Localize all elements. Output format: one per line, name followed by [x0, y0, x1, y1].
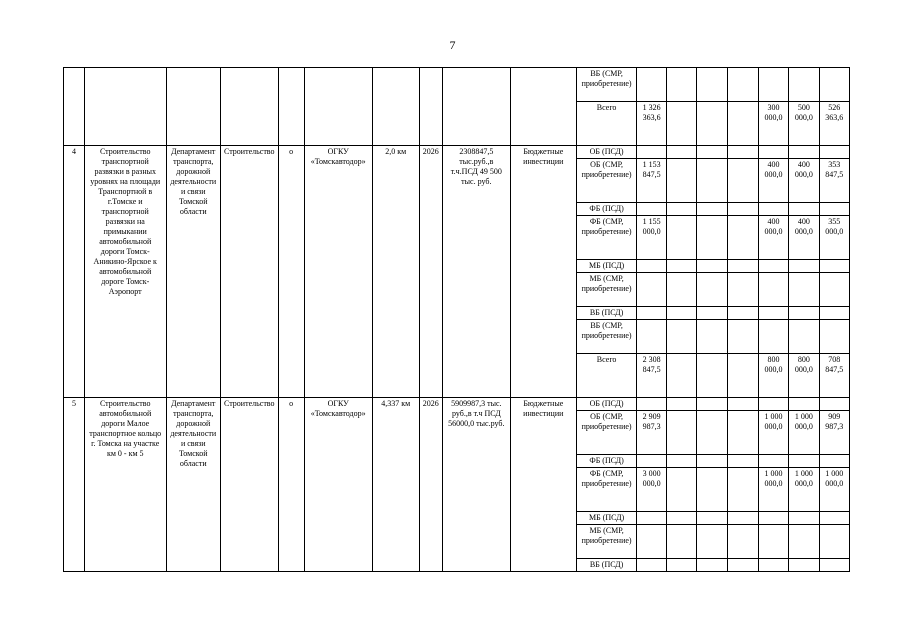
cell-year1: [758, 455, 788, 468]
cell-department: Департамент транспорта, дорожной деятельности и связи Томской области: [166, 146, 220, 398]
cell-year2: [789, 559, 819, 572]
cell-year2: 400 000,0: [789, 216, 819, 260]
cell-year3: [819, 307, 850, 320]
table-row: [64, 146, 850, 159]
cell-empty: [666, 273, 696, 307]
investment-table: [63, 67, 850, 572]
cell-work-type: [220, 68, 278, 146]
cell-cost: 2308847,5 тыс.руб.,в т.ч.ПСД 49 500 тыс. руб.: [442, 146, 510, 398]
table-row: [64, 68, 850, 102]
cell-work-type: Строительство: [220, 398, 278, 572]
cell-year2: [789, 146, 819, 159]
cell-year: 2026: [419, 146, 442, 398]
cell-year2: 400 000,0: [789, 159, 819, 203]
cell-source: МБ (ПСД): [576, 260, 637, 273]
cell-empty: [728, 354, 758, 398]
cell-year3: [819, 525, 850, 559]
cell-empty: [697, 354, 728, 398]
cell-empty: [666, 512, 696, 525]
cell-empty: [666, 468, 696, 512]
cell-source: ОБ (СМР, приобретение): [576, 159, 637, 203]
cell-year2: [789, 398, 819, 411]
cell-source: МБ (СМР, приобретение): [576, 525, 637, 559]
cell-total: [637, 307, 666, 320]
cell-empty: [666, 159, 696, 203]
cell-year1: [758, 68, 788, 102]
cell-source: ОБ (ПСД): [576, 146, 637, 159]
cell-investment: Бюджетные инвестиции: [510, 398, 576, 572]
cell-year1: 300 000,0: [758, 102, 788, 146]
cell-year2: 500 000,0: [789, 102, 819, 146]
cell-department: Департамент транспорта, дорожной деятельности и связи Томской области: [166, 398, 220, 572]
cell-empty: [728, 411, 758, 455]
cell-source: ОБ (СМР, приобретение): [576, 411, 637, 455]
cell-title: Строительство автомобильной дороги Малое транспортное кольцо г. Томска на участке км 0 - км 5: [84, 398, 166, 572]
cell-length: [372, 68, 419, 146]
cell-source: ВБ (СМР, приобретение): [576, 68, 637, 102]
cell-year3: [819, 146, 850, 159]
cell-empty: [697, 203, 728, 216]
cell-code: [278, 68, 304, 146]
cell-year1: 400 000,0: [758, 159, 788, 203]
cell-year1: [758, 203, 788, 216]
cell-year2: 1 000 000,0: [789, 468, 819, 512]
cell-source: ВБ (ПСД): [576, 307, 637, 320]
cell-year2: 1 000 000,0: [789, 411, 819, 455]
cell-empty: [697, 320, 728, 354]
cell-total: [637, 260, 666, 273]
cell-year1: 400 000,0: [758, 216, 788, 260]
cell-empty: [728, 307, 758, 320]
cell-empty: [697, 216, 728, 260]
cell-total: 2 909 987,3: [637, 411, 666, 455]
cell-empty: [728, 559, 758, 572]
cell-source: ФБ (ПСД): [576, 455, 637, 468]
cell-code: о: [278, 146, 304, 398]
cell-source: МБ (СМР, приобретение): [576, 273, 637, 307]
cell-total: [637, 398, 666, 411]
cell-year3: [819, 320, 850, 354]
cell-empty: [728, 320, 758, 354]
cell-year3: 909 987,3: [819, 411, 850, 455]
cell-empty: [697, 468, 728, 512]
cell-year1: [758, 512, 788, 525]
cell-empty: [728, 525, 758, 559]
cell-department: [166, 68, 220, 146]
cell-source: ФБ (СМР, приобретение): [576, 468, 637, 512]
cell-index: 4: [64, 146, 85, 398]
cell-source: ОБ (ПСД): [576, 398, 637, 411]
cell-code: о: [278, 398, 304, 572]
cell-year2: 800 000,0: [789, 354, 819, 398]
cell-investment: Бюджетные инвестиции: [510, 146, 576, 398]
cell-empty: [666, 559, 696, 572]
cell-empty: [697, 455, 728, 468]
cell-source: ФБ (СМР, приобретение): [576, 216, 637, 260]
cell-empty: [697, 525, 728, 559]
cell-empty: [728, 512, 758, 525]
cell-empty: [728, 216, 758, 260]
cell-title: Строительство транспортной развязки в разных уровнях на площади Транспортной в г.Томске и транспортной развязки на примыкании автомобильной дороги Томск-Аникино-Ярское к автомобильной дороге Томск-Аэропорт: [84, 146, 166, 398]
cell-year1: [758, 559, 788, 572]
cell-customer: ОГКУ «Томскавтодор»: [304, 146, 372, 398]
table-row: [64, 398, 850, 411]
cell-index: [64, 68, 85, 146]
cell-source: МБ (ПСД): [576, 512, 637, 525]
cell-empty: [697, 260, 728, 273]
cell-total: 1 155 000,0: [637, 216, 666, 260]
cell-year1: [758, 260, 788, 273]
cell-year: 2026: [419, 398, 442, 572]
cell-empty: [666, 525, 696, 559]
cell-title: [84, 68, 166, 146]
cell-empty: [728, 203, 758, 216]
cell-length: 2,0 км: [372, 146, 419, 398]
cell-empty: [728, 455, 758, 468]
cell-year3: [819, 398, 850, 411]
cell-empty: [666, 216, 696, 260]
cell-year3: 353 847,5: [819, 159, 850, 203]
cell-year1: [758, 146, 788, 159]
cell-source: ВБ (СМР, приобретение): [576, 320, 637, 354]
cell-total: [637, 512, 666, 525]
cell-year2: [789, 455, 819, 468]
page-number: 7: [449, 38, 456, 52]
cell-year3: [819, 273, 850, 307]
cell-length: 4,337 км: [372, 398, 419, 572]
cell-year3: [819, 559, 850, 572]
cell-cost: 5909987,3 тыс. руб.,в т.ч ПСД 56000,0 тыс.руб.: [442, 398, 510, 572]
cell-empty: [697, 512, 728, 525]
cell-total: [637, 559, 666, 572]
cell-year1: [758, 307, 788, 320]
cell-total: [637, 68, 666, 102]
cell-year3: [819, 512, 850, 525]
table-body: [64, 68, 850, 572]
cell-empty: [728, 102, 758, 146]
cell-empty: [666, 146, 696, 159]
cell-year1: [758, 320, 788, 354]
cell-empty: [728, 260, 758, 273]
cell-total: [637, 455, 666, 468]
cell-year2: [789, 260, 819, 273]
cell-year2: [789, 203, 819, 216]
cell-work-type: Строительство: [220, 146, 278, 398]
cell-empty: [697, 411, 728, 455]
cell-year1: [758, 398, 788, 411]
cell-empty: [666, 203, 696, 216]
cell-year1: 800 000,0: [758, 354, 788, 398]
cell-year3: 526 363,6: [819, 102, 850, 146]
cell-year1: [758, 273, 788, 307]
cell-empty: [666, 411, 696, 455]
cell-year3: 1 000 000,0: [819, 468, 850, 512]
cell-empty: [728, 68, 758, 102]
cell-investment: [510, 68, 576, 146]
cell-year3: [819, 260, 850, 273]
cell-total: 1 326 363,6: [637, 102, 666, 146]
cell-empty: [666, 68, 696, 102]
cell-source: ФБ (ПСД): [576, 203, 637, 216]
cell-year: [419, 68, 442, 146]
cell-empty: [728, 398, 758, 411]
cell-year2: [789, 512, 819, 525]
cell-source: Всего: [576, 354, 637, 398]
cell-empty: [666, 455, 696, 468]
cell-year3: [819, 203, 850, 216]
cell-year1: 1 000 000,0: [758, 468, 788, 512]
cell-empty: [666, 320, 696, 354]
cell-empty: [728, 273, 758, 307]
cell-total: [637, 146, 666, 159]
cell-empty: [697, 559, 728, 572]
cell-empty: [666, 398, 696, 411]
cell-empty: [728, 468, 758, 512]
cell-total: 3 000 000,0: [637, 468, 666, 512]
cell-empty: [697, 307, 728, 320]
cell-empty: [697, 398, 728, 411]
cell-year2: [789, 320, 819, 354]
cell-empty: [666, 260, 696, 273]
cell-year2: [789, 68, 819, 102]
cell-empty: [666, 102, 696, 146]
cell-year3: 708 847,5: [819, 354, 850, 398]
cell-empty: [666, 354, 696, 398]
cell-total: [637, 203, 666, 216]
cell-index: 5: [64, 398, 85, 572]
cell-empty: [697, 68, 728, 102]
cell-empty: [728, 159, 758, 203]
cell-total: [637, 273, 666, 307]
cell-customer: ОГКУ «Томскавтодор»: [304, 398, 372, 572]
cell-empty: [697, 146, 728, 159]
cell-source: Всего: [576, 102, 637, 146]
cell-total: [637, 320, 666, 354]
cell-year2: [789, 525, 819, 559]
cell-year1: [758, 525, 788, 559]
cell-empty: [666, 307, 696, 320]
cell-year3: 355 000,0: [819, 216, 850, 260]
cell-cost: [442, 68, 510, 146]
cell-year2: [789, 273, 819, 307]
cell-source: ВБ (ПСД): [576, 559, 637, 572]
cell-total: [637, 525, 666, 559]
cell-year1: 1 000 000,0: [758, 411, 788, 455]
cell-empty: [697, 159, 728, 203]
cell-year2: [789, 307, 819, 320]
cell-total: 1 153 847,5: [637, 159, 666, 203]
cell-empty: [697, 102, 728, 146]
cell-empty: [728, 146, 758, 159]
cell-total: 2 308 847,5: [637, 354, 666, 398]
cell-customer: [304, 68, 372, 146]
cell-empty: [697, 273, 728, 307]
cell-year3: [819, 68, 850, 102]
cell-year3: [819, 455, 850, 468]
